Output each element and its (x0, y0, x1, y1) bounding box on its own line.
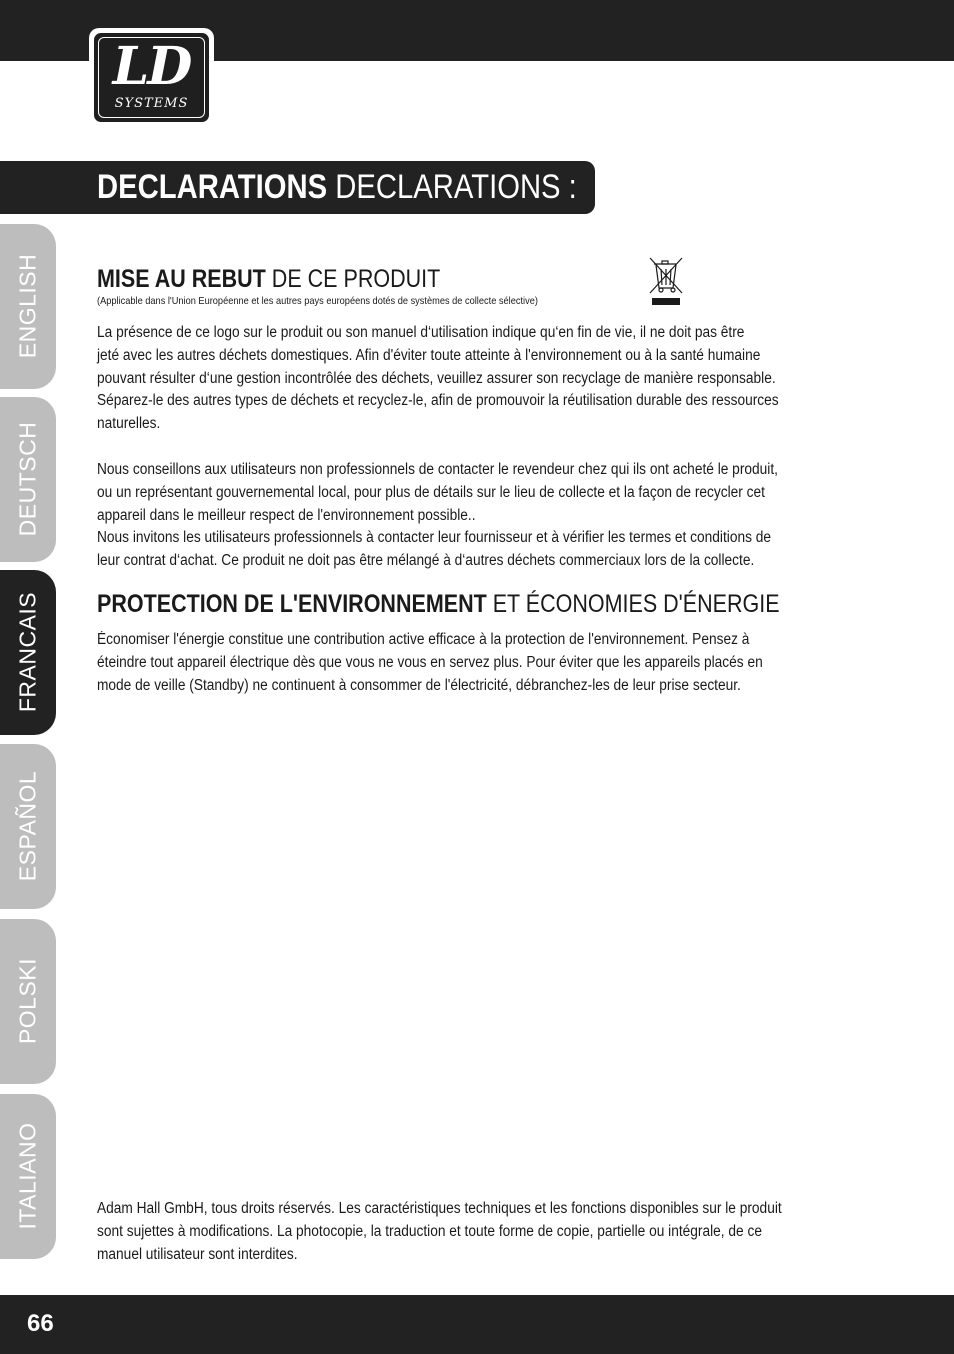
ld-systems-logo (89, 28, 214, 127)
text-line: Nous conseillons aux utilisateurs non professionnels de contacter le revendeur chez qui ils ont acheté le produit, (97, 461, 778, 478)
logo-subtext: SYSTEMS (114, 96, 189, 111)
environment-heading (97, 589, 780, 619)
text-line: La présence de ce logo sur le produit ou son manuel d‘utilisation indique qu‘en fin de vie, il ne doit pas être (97, 324, 745, 341)
tab-english[interactable] (0, 224, 56, 389)
declarations-title-regular: DECLARATIONS : (335, 168, 577, 206)
disposal-heading-bold: MISE AU REBUT (97, 265, 266, 293)
text-line: naturelles. (97, 415, 161, 433)
tab-francais[interactable] (0, 570, 56, 735)
environment-heading-regular: ET ÉCONOMIES D'ÉNERGIE (492, 590, 780, 618)
tab-italiano-label: ITALIANO (14, 1122, 41, 1230)
declarations-title-bold: DECLARATIONS (97, 168, 328, 206)
disposal-applicability-note: (Applicable dans l'Union Européenne et les autres pays européens dotés de systèmes de collecte sélective) (97, 295, 538, 307)
text-line: Adam Hall GmbH, tous droits réservés. Les caractéristiques techniques et les fonctions disponibles sur le produit (97, 1200, 782, 1217)
logo-mark: LD (112, 36, 191, 97)
text-line: pouvant résulter d‘une gestion incontrôlée des déchets, veuillez assurer son recyclage de manière responsable. (97, 369, 776, 387)
bottom-bar (0, 1295, 954, 1354)
disposal-heading (97, 264, 440, 294)
text-line: appareil dans le meilleur respect de l'environnement possible.. (97, 506, 476, 524)
tab-francais-label: FRANCAIS (14, 591, 41, 713)
tab-deutsch-label: DEUTSCH (14, 421, 41, 537)
environment-heading-bold: PROTECTION DE L'ENVIRONNEMENT (97, 590, 487, 618)
disposal-paragraph-2 (97, 459, 778, 573)
text-line: mode de veille (Standby) ne continuent à consommer de l'électricité, débranchez-les de leur prise secteur. (97, 676, 741, 694)
tab-espanol-label: ESPAÑOL (14, 770, 41, 882)
text-line: manuel utilisateur sont interdites. (97, 1245, 298, 1263)
disposal-paragraph-1 (97, 322, 779, 436)
declarations-title (97, 166, 577, 208)
copyright-notice (97, 1198, 782, 1266)
crossed-out-wheelie-bin-icon (648, 255, 684, 307)
disposal-heading-regular: DE CE PRODUIT (271, 265, 441, 293)
text-line: éteindre tout appareil électrique dès que vous ne vous en servez plus. Pour éviter que les appareils placés en (97, 653, 763, 671)
tab-deutsch[interactable] (0, 397, 56, 562)
text-line: sont sujettes à modifications. La photocopie, la traduction et toute forme de copie, partielle ou intégrale, de ce (97, 1222, 762, 1240)
text-line: ou un représentant gouvernemental local, pour plus de détails sur le lieu de collecte et la façon de recycler cet (97, 483, 765, 501)
tab-espanol[interactable] (0, 744, 56, 909)
text-line: Nous invitons les utilisateurs professionnels à contacter leur fournisseur et à vérifier les termes et conditions de (97, 529, 772, 547)
text-line: Séparez-le des autres types de déchets et recyclez-le, afin de promouvoir la réutilisation durable des ressources (97, 392, 779, 410)
text-line: Économiser l'énergie constitue une contribution active efficace à la protection de l'environnement. Pensez à (97, 631, 750, 648)
tab-italiano[interactable] (0, 1094, 56, 1259)
tab-polski-label: POLSKI (14, 957, 41, 1045)
tab-polski[interactable] (0, 919, 56, 1084)
text-line: jeté avec les autres déchets domestiques. Afin d'éviter toute atteinte à l'environnement ou à la santé humaine (97, 346, 761, 364)
text-line: leur contrat d‘achat. Ce produit ne doit pas être mélangé à d‘autres déchets commerciaux lors de la collecte. (97, 552, 755, 570)
page-number: 66 (27, 1310, 54, 1337)
tab-english-label: ENGLISH (14, 253, 41, 359)
environment-paragraph (97, 629, 770, 697)
